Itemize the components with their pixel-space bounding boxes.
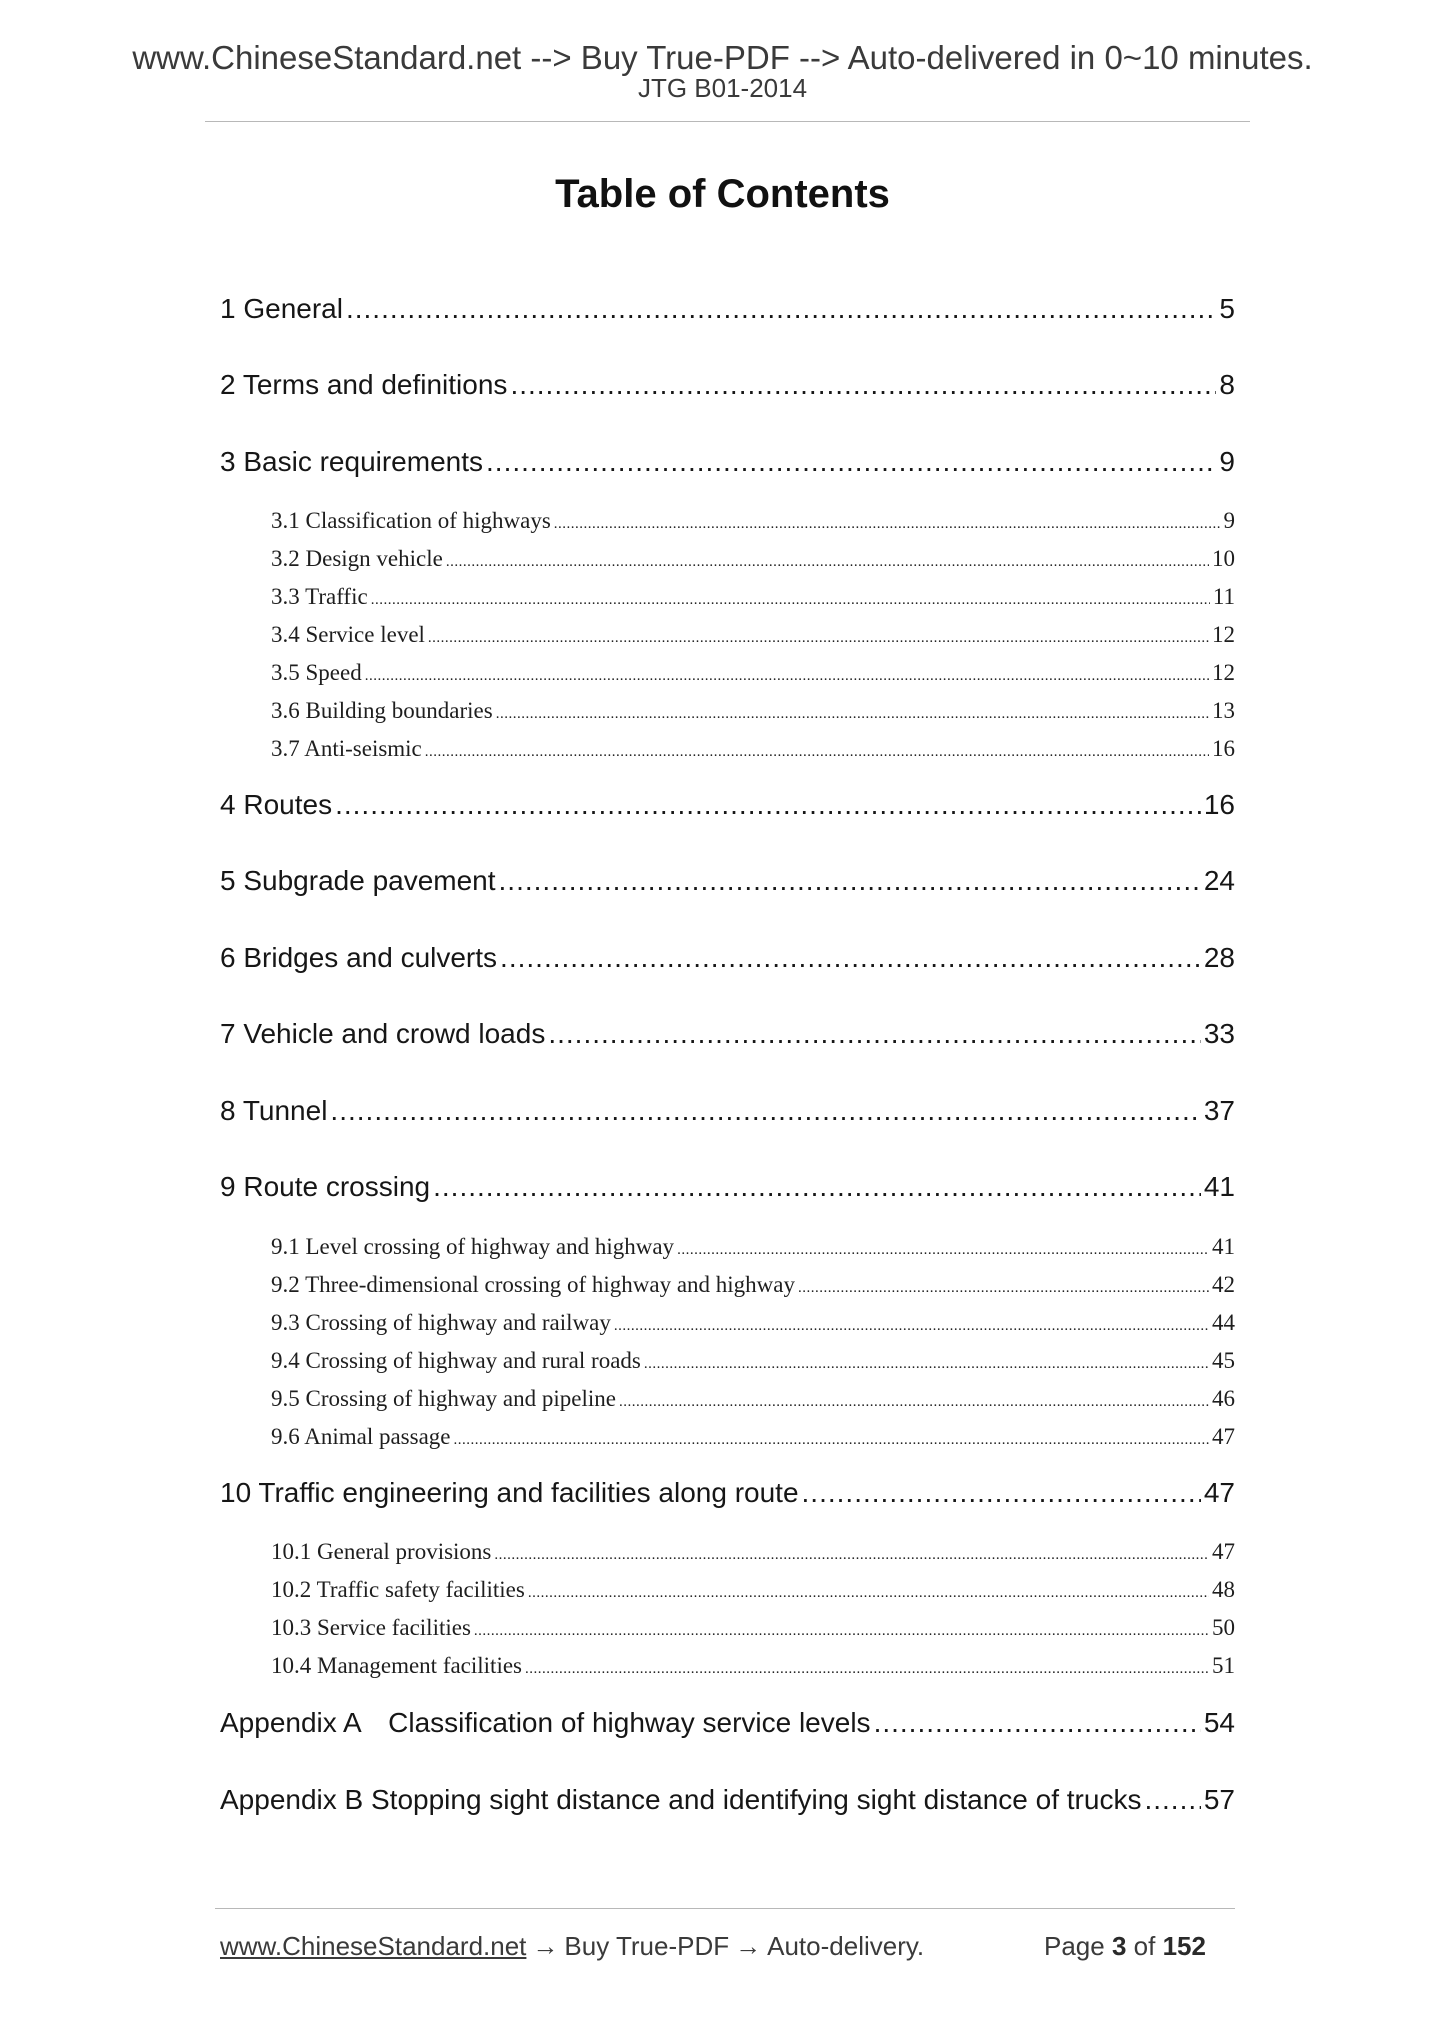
current-page-number: 3 [1111,1931,1127,1961]
toc-entry-label: 3 Basic requirements [220,446,484,477]
toc-subentry-label: 10.1 General provisions [271,1539,492,1564]
toc-entry-page: 9 [1219,446,1235,477]
toc-entry-page: 28 [1203,942,1235,973]
toc-subentry[interactable] [271,1309,1235,1340]
toc-subentry-label: 9.5 Crossing of highway and pipeline [271,1386,616,1411]
toc-subentry[interactable] [271,1576,1235,1607]
toc-subentry-label: 3.5 Speed [271,660,362,685]
dot-leader [486,445,1216,479]
toc-subentry-label: 9.3 Crossing of highway and railway [271,1310,611,1335]
toc-subentry-page: 12 [1212,660,1235,685]
toc-entry[interactable] [220,1017,1235,1051]
toc-subentry-label: 10.3 Service facilities [271,1615,471,1640]
dot-leader [510,368,1216,402]
toc-subentry[interactable] [271,697,1235,728]
top-banner: www.ChineseStandard.net --> Buy True-PDF --> Auto-delivered in 0~10 minutes. [132,39,1313,76]
toc-subentry-page: 48 [1212,1577,1235,1602]
toc-entry-page: 5 [1219,293,1235,324]
toc-subentry-page: 47 [1212,1424,1235,1449]
toc-entry-label: 8 Tunnel [220,1095,328,1126]
toc-subentry-page: 51 [1212,1653,1235,1678]
toc-subentry-label: 3.1 Classification of highways [271,508,551,533]
toc-entry-label: Appendix A Classification of highway service levels [220,1707,871,1738]
toc-entry-label: 10 Traffic engineering and facilities along route [220,1477,799,1508]
dot-leader [644,1350,1209,1378]
toc-subentry-page: 9 [1223,508,1235,533]
toc-subentry-page: 16 [1212,736,1235,761]
toc-entry-label: 7 Vehicle and crowd loads [220,1018,546,1049]
dot-leader [494,1541,1209,1569]
toc-subentry[interactable] [271,1385,1235,1416]
dot-leader [371,586,1210,614]
toc-subentry[interactable] [271,1347,1235,1378]
dot-leader [874,1706,1201,1740]
dot-leader [1144,1783,1200,1817]
toc-subentry[interactable] [271,1271,1235,1302]
dot-leader [433,1170,1201,1204]
dot-leader [500,941,1201,975]
toc-entry-label: 5 Subgrade pavement [220,865,496,896]
toc-entry[interactable] [220,368,1235,402]
toc-entry-label: Appendix B Stopping sight distance and identifying sight distance of trucks [220,1784,1142,1815]
total-page-count: 152 [1162,1931,1206,1961]
dot-leader [499,864,1201,898]
toc-subentry-label: 3.6 Building boundaries [271,698,493,723]
toc-entry[interactable] [220,1094,1235,1128]
toc-subentry-label: 9.2 Three-dimensional crossing of highway and highway [271,1272,795,1297]
toc-entry[interactable] [220,941,1235,975]
toc-entry-label: 4 Routes [220,789,333,820]
page-word: Page [1044,1931,1105,1961]
toc-subentry-label: 9.4 Crossing of highway and rural roads [271,1348,641,1373]
toc-entry-page: 24 [1203,865,1235,896]
toc-subentry-label: 10.4 Management facilities [271,1653,523,1678]
toc-subentry-page: 10 [1212,546,1235,571]
toc-subentry-label: 10.2 Traffic safety facilities [271,1577,525,1602]
toc-subentry[interactable] [271,1652,1235,1683]
toc-entry-label: 2 Terms and definitions [220,369,508,400]
dot-leader [335,788,1201,822]
auto-delivery-text: Auto-delivery. [767,1931,925,1961]
of-word: of [1133,1931,1156,1961]
toc-subentry-page: 11 [1212,584,1235,609]
dot-leader [548,1017,1201,1051]
toc-entry-page: 47 [1203,1477,1235,1508]
arrow-right-icon: → [532,1931,559,1961]
toc-entry[interactable] [220,1170,1235,1204]
toc-subentry-page: 44 [1212,1310,1235,1335]
arrow-right-icon: → [735,1931,762,1961]
toc-subentry[interactable] [271,1423,1235,1454]
website-link[interactable]: www.ChineseStandard.net [220,1931,527,1961]
toc-subentry-page: 45 [1212,1348,1235,1373]
toc-subentry-label: 3.3 Traffic [271,584,368,609]
footer-divider [215,1908,1235,1909]
dot-leader [446,548,1209,576]
toc-subentry[interactable] [271,545,1235,576]
toc-entry[interactable] [220,292,1235,326]
dot-leader [677,1236,1209,1264]
toc-subentry-page: 13 [1212,698,1235,723]
toc-entry[interactable] [220,788,1235,822]
toc-entry[interactable] [220,1783,1235,1817]
dot-leader [474,1617,1209,1645]
dot-leader [525,1655,1209,1683]
dot-leader [454,1426,1210,1454]
toc-subentry-page: 47 [1212,1539,1235,1564]
dot-leader [365,662,1209,690]
toc-subentry[interactable] [271,621,1235,652]
toc-entry-label: 9 Route crossing [220,1171,431,1202]
toc-subentry-label: 9.6 Animal passage [271,1424,451,1449]
dot-leader [802,1476,1201,1510]
document-code: JTG B01-2014 [637,73,808,103]
toc-subentry[interactable] [271,735,1235,766]
toc-subentry[interactable] [271,659,1235,690]
toc-subentry-label: 3.2 Design vehicle [271,546,443,571]
toc-entry-page: 41 [1203,1171,1235,1202]
dot-leader [330,1094,1200,1128]
toc-entry-page: 33 [1203,1018,1235,1049]
toc-subentry-page: 41 [1212,1234,1235,1259]
page-counter [1044,1928,1206,1964]
toc-entry-page: 54 [1203,1707,1235,1738]
dot-leader [619,1388,1209,1416]
toc-subentry[interactable] [271,507,1235,538]
toc-subentry-page: 46 [1212,1386,1235,1411]
toc-entry-page: 8 [1219,369,1235,400]
toc-subentry[interactable] [271,1233,1235,1264]
toc-subentry-label: 9.1 Level crossing of highway and highway [271,1234,675,1259]
toc-entry-label: 6 Bridges and culverts [220,942,498,973]
toc-subentry-label: 3.7 Anti-seismic [271,736,422,761]
toc-entry-page: 16 [1203,789,1235,820]
toc-subentry-page: 50 [1212,1615,1235,1640]
toc-entry[interactable] [220,864,1235,898]
dot-leader [798,1274,1209,1302]
dot-leader [428,624,1209,652]
toc-subentry-page: 12 [1212,622,1235,647]
dot-leader [496,700,1209,728]
toc-entry-page: 37 [1203,1095,1235,1126]
dot-leader [614,1312,1209,1340]
dot-leader [346,292,1216,326]
buy-true-pdf-text: Buy True-PDF [564,1931,730,1961]
footer-links [220,1928,924,1964]
toc-entry[interactable] [220,1476,1235,1510]
toc-entry[interactable] [220,1706,1235,1740]
page-footer [220,1928,1235,1964]
dot-leader [554,510,1221,538]
toc-subentry-page: 42 [1212,1272,1235,1297]
toc-entry[interactable] [220,445,1235,479]
toc-entry-page: 57 [1203,1784,1235,1815]
dot-leader [528,1579,1209,1607]
toc-subentry[interactable] [271,1538,1235,1569]
toc-subentry[interactable] [271,1614,1235,1645]
dot-leader [425,738,1209,766]
toc-subentry[interactable] [271,583,1235,614]
toc-subentry-label: 3.4 Service level [271,622,425,647]
page-title: Table of Contents [555,172,890,216]
toc-entry-label: 1 General [220,293,343,324]
